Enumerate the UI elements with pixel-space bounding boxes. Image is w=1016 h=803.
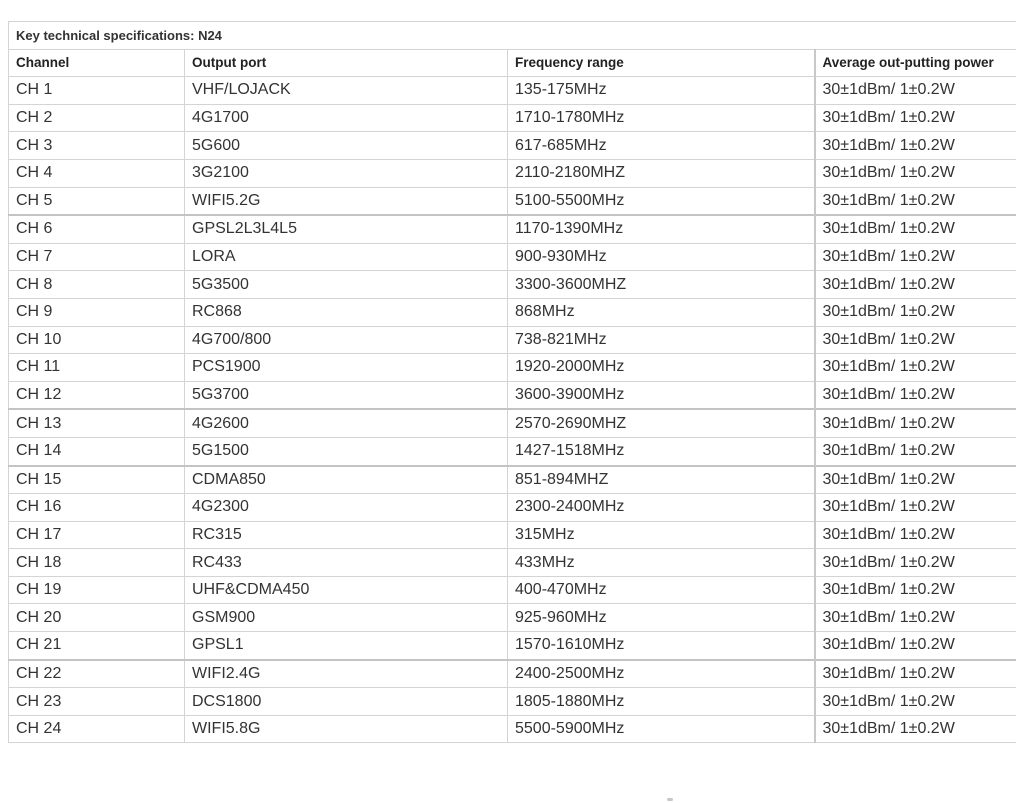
cell-output-port: CDMA850: [185, 466, 508, 494]
cell-channel: CH 10: [9, 326, 185, 354]
cell-average-power: 30±1dBm/ 1±0.2W: [815, 381, 1016, 409]
cell-output-port: 5G600: [185, 132, 508, 160]
cell-frequency-range: 135-175MHz: [508, 77, 815, 105]
cell-channel: CH 8: [9, 271, 185, 299]
cell-frequency-range: 1710-1780MHz: [508, 104, 815, 132]
header-frequency-range: Frequency range: [508, 49, 815, 77]
table-row: [9, 409, 1016, 437]
cell-output-port: 3G2100: [185, 159, 508, 187]
cell-average-power: 30±1dBm/ 1±0.2W: [815, 243, 1016, 271]
table-row: [9, 632, 1016, 660]
table-title: Key technical specifications: N24: [9, 22, 1016, 50]
table-row: [9, 521, 1016, 549]
cell-frequency-range: 315MHz: [508, 521, 815, 549]
table-row: [9, 688, 1016, 716]
table-row: [9, 187, 1016, 215]
cell-frequency-range: 400-470MHz: [508, 576, 815, 604]
cell-average-power: 30±1dBm/ 1±0.2W: [815, 715, 1016, 743]
table-row: [9, 104, 1016, 132]
cell-channel: CH 4: [9, 159, 185, 187]
table-row: [9, 77, 1016, 105]
cell-average-power: 30±1dBm/ 1±0.2W: [815, 660, 1016, 688]
cell-average-power: 30±1dBm/ 1±0.2W: [815, 549, 1016, 577]
cell-channel: CH 21: [9, 632, 185, 660]
cell-average-power: 30±1dBm/ 1±0.2W: [815, 187, 1016, 215]
cell-frequency-range: 1805-1880MHz: [508, 688, 815, 716]
cell-output-port: WIFI5.8G: [185, 715, 508, 743]
cell-channel: CH 24: [9, 715, 185, 743]
cell-output-port: 5G1500: [185, 437, 508, 465]
cell-channel: CH 19: [9, 576, 185, 604]
cell-frequency-range: 2300-2400MHz: [508, 494, 815, 522]
cell-frequency-range: 1427-1518MHz: [508, 437, 815, 465]
table-row: [9, 159, 1016, 187]
table-header-row: [9, 49, 1016, 77]
table-row: [9, 354, 1016, 382]
cell-output-port: 4G1700: [185, 104, 508, 132]
cell-output-port: WIFI5.2G: [185, 187, 508, 215]
cell-average-power: 30±1dBm/ 1±0.2W: [815, 576, 1016, 604]
cell-channel: CH 18: [9, 549, 185, 577]
cell-frequency-range: 3600-3900MHz: [508, 381, 815, 409]
table-row: [9, 604, 1016, 632]
cell-output-port: RC868: [185, 298, 508, 326]
cell-output-port: GSM900: [185, 604, 508, 632]
cell-channel: CH 6: [9, 215, 185, 243]
cell-frequency-range: 5500-5900MHz: [508, 715, 815, 743]
cell-channel: CH 9: [9, 298, 185, 326]
cell-output-port: PCS1900: [185, 354, 508, 382]
table-row: [9, 549, 1016, 577]
table-row: [9, 243, 1016, 271]
cell-frequency-range: 851-894MHZ: [508, 466, 815, 494]
cell-output-port: UHF&CDMA450: [185, 576, 508, 604]
cell-channel: CH 2: [9, 104, 185, 132]
cell-channel: CH 23: [9, 688, 185, 716]
cell-average-power: 30±1dBm/ 1±0.2W: [815, 326, 1016, 354]
cell-average-power: 30±1dBm/ 1±0.2W: [815, 409, 1016, 437]
cell-average-power: 30±1dBm/ 1±0.2W: [815, 604, 1016, 632]
cell-frequency-range: 2400-2500MHz: [508, 660, 815, 688]
cell-average-power: 30±1dBm/ 1±0.2W: [815, 688, 1016, 716]
cell-channel: CH 22: [9, 660, 185, 688]
cell-output-port: 5G3700: [185, 381, 508, 409]
cell-channel: CH 13: [9, 409, 185, 437]
cell-output-port: GPSL1: [185, 632, 508, 660]
cell-average-power: 30±1dBm/ 1±0.2W: [815, 271, 1016, 299]
cell-channel: CH 3: [9, 132, 185, 160]
table-row: [9, 466, 1016, 494]
cell-average-power: 30±1dBm/ 1±0.2W: [815, 494, 1016, 522]
cell-average-power: 30±1dBm/ 1±0.2W: [815, 354, 1016, 382]
table-row: [9, 215, 1016, 243]
cell-frequency-range: 900-930MHz: [508, 243, 815, 271]
table-row: [9, 271, 1016, 299]
cell-frequency-range: 1170-1390MHz: [508, 215, 815, 243]
table-row: [9, 576, 1016, 604]
cell-channel: CH 12: [9, 381, 185, 409]
cell-output-port: 4G700/800: [185, 326, 508, 354]
cell-average-power: 30±1dBm/ 1±0.2W: [815, 104, 1016, 132]
cell-output-port: DCS1800: [185, 688, 508, 716]
cell-frequency-range: 617-685MHz: [508, 132, 815, 160]
cell-output-port: VHF/LOJACK: [185, 77, 508, 105]
cell-output-port: 4G2600: [185, 409, 508, 437]
cell-channel: CH 5: [9, 187, 185, 215]
decorative-dot: [667, 798, 673, 801]
header-output-port: Output port: [185, 49, 508, 77]
cell-output-port: GPSL2L3L4L5: [185, 215, 508, 243]
cell-output-port: LORA: [185, 243, 508, 271]
cell-channel: CH 1: [9, 77, 185, 105]
cell-average-power: 30±1dBm/ 1±0.2W: [815, 437, 1016, 465]
cell-output-port: RC433: [185, 549, 508, 577]
table-row: [9, 660, 1016, 688]
table-row: [9, 494, 1016, 522]
cell-frequency-range: 5100-5500MHz: [508, 187, 815, 215]
table-row: [9, 381, 1016, 409]
cell-average-power: 30±1dBm/ 1±0.2W: [815, 215, 1016, 243]
cell-channel: CH 11: [9, 354, 185, 382]
cell-channel: CH 14: [9, 437, 185, 465]
cell-frequency-range: 738-821MHz: [508, 326, 815, 354]
cell-average-power: 30±1dBm/ 1±0.2W: [815, 466, 1016, 494]
cell-frequency-range: 868MHz: [508, 298, 815, 326]
table-row: [9, 326, 1016, 354]
cell-output-port: WIFI2.4G: [185, 660, 508, 688]
cell-average-power: 30±1dBm/ 1±0.2W: [815, 159, 1016, 187]
table-row: [9, 437, 1016, 465]
header-channel: Channel: [9, 49, 185, 77]
cell-average-power: 30±1dBm/ 1±0.2W: [815, 298, 1016, 326]
cell-channel: CH 15: [9, 466, 185, 494]
cell-output-port: 4G2300: [185, 494, 508, 522]
cell-output-port: RC315: [185, 521, 508, 549]
table-body: [9, 77, 1016, 743]
header-average-power: Average out-putting power: [815, 49, 1016, 77]
cell-channel: CH 20: [9, 604, 185, 632]
cell-frequency-range: 1570-1610MHz: [508, 632, 815, 660]
cell-channel: CH 16: [9, 494, 185, 522]
table-row: [9, 132, 1016, 160]
cell-output-port: 5G3500: [185, 271, 508, 299]
cell-frequency-range: 2110-2180MHZ: [508, 159, 815, 187]
cell-frequency-range: 1920-2000MHz: [508, 354, 815, 382]
cell-frequency-range: 925-960MHz: [508, 604, 815, 632]
cell-channel: CH 17: [9, 521, 185, 549]
cell-frequency-range: 433MHz: [508, 549, 815, 577]
table-row: [9, 715, 1016, 743]
cell-frequency-range: 2570-2690MHZ: [508, 409, 815, 437]
cell-frequency-range: 3300-3600MHZ: [508, 271, 815, 299]
table-row: [9, 298, 1016, 326]
cell-average-power: 30±1dBm/ 1±0.2W: [815, 132, 1016, 160]
spec-table: [8, 21, 1016, 743]
cell-average-power: 30±1dBm/ 1±0.2W: [815, 632, 1016, 660]
cell-channel: CH 7: [9, 243, 185, 271]
cell-average-power: 30±1dBm/ 1±0.2W: [815, 521, 1016, 549]
cell-average-power: 30±1dBm/ 1±0.2W: [815, 77, 1016, 105]
table-title-row: [9, 22, 1016, 50]
